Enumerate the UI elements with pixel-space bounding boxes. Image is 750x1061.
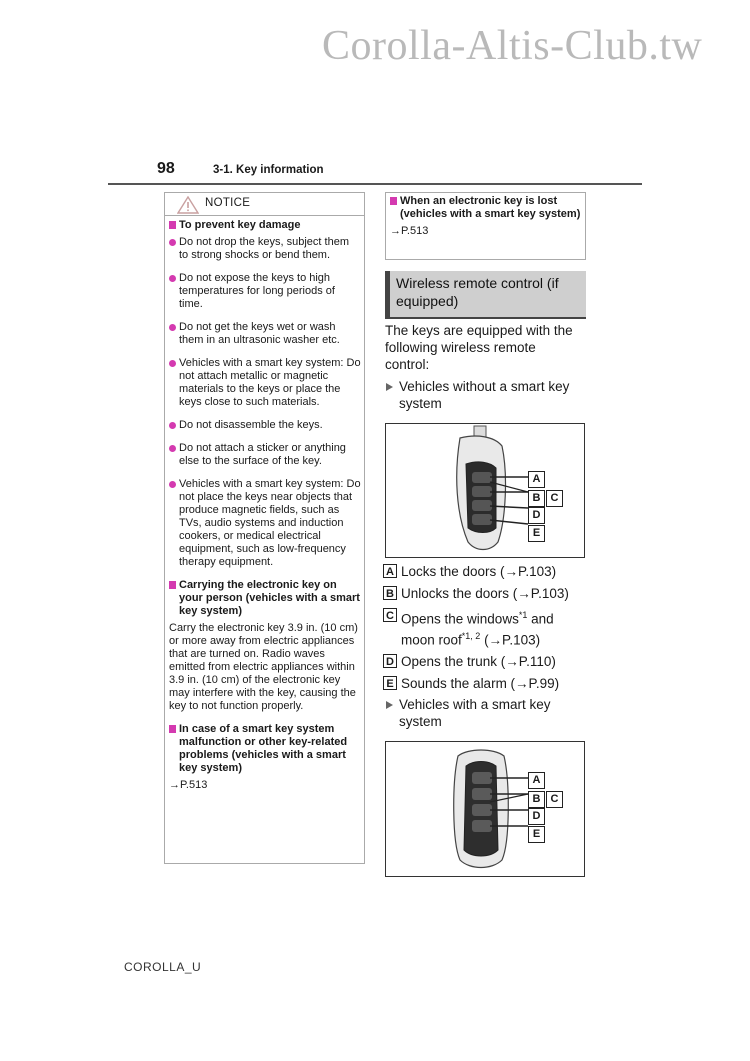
function-text: Opens the windows	[401, 611, 519, 627]
footnote-marker: *1, 2	[461, 630, 481, 641]
smart-key-figure	[385, 741, 585, 877]
carrying-heading: Carrying the electronic key on your person (vehicles with a smart key system)	[169, 579, 361, 618]
warning-icon	[177, 196, 199, 214]
prevent-damage-heading: To prevent key damage	[169, 219, 361, 232]
callout-c: C	[546, 490, 563, 507]
wireless-intro: The keys are equipped with the following wireless remote control:	[385, 323, 573, 372]
function-item	[383, 563, 588, 580]
footnote-marker: *1	[518, 610, 528, 620]
watermark: Corolla-Altis-Club.tw	[322, 23, 703, 69]
flip-key-figure	[385, 423, 585, 558]
function-text: Unlocks the doors (→P.103)	[401, 586, 569, 601]
notice-label: NOTICE	[205, 197, 251, 209]
lost-key-reference: →P.513	[390, 225, 429, 237]
function-text: Sounds the alarm (→P.99)	[401, 676, 560, 691]
function-letter: C	[383, 608, 397, 622]
notice-box	[164, 192, 365, 864]
function-letter: A	[383, 564, 397, 578]
callout-c: C	[546, 791, 563, 808]
callout-a: A	[528, 772, 545, 789]
callout-e: E	[528, 826, 545, 843]
notice-bullet: Vehicles with a smart key system: Do not place the keys near objects that produce magnetic fields, such as TVs, audio systems and induction cookers, or medical electrical equipment, such as low-frequency therapy equipment.	[169, 478, 361, 569]
lost-key-heading: When an electronic key is lost (vehicles with a smart key system)	[390, 195, 581, 221]
callout-e: E	[528, 525, 545, 542]
notice-header	[165, 193, 364, 216]
heading-rule	[385, 317, 586, 319]
wireless-remote-title: Wireless remote control (if equipped)	[396, 275, 559, 309]
header-rule	[108, 183, 642, 185]
carrying-text: Carry the electronic key 3.9 in. (10 cm) or more away from electric appliances that are turned on. Radio waves emitted from electric appliances within 3.9 in. (10 cm) of the electronic key may interfere with the key, causing the key to not function properly.	[169, 622, 358, 712]
function-letter: E	[383, 676, 397, 690]
notice-bullet: Do not attach a sticker or anything else to the surface of the key.	[169, 442, 361, 468]
footer-code: COROLLA_U	[124, 960, 202, 974]
callout-b: B	[528, 791, 545, 808]
function-item	[383, 653, 588, 670]
callout-b: B	[528, 490, 545, 507]
callout-d: D	[528, 808, 545, 825]
malfunction-reference: →P.513	[169, 779, 208, 791]
function-item	[383, 675, 588, 692]
notice-bullet: Vehicles with a smart key system: Do not attach metallic or magnetic materials to the keys or place the keys close to such materials.	[169, 357, 361, 409]
callout-d: D	[528, 507, 545, 524]
callout-group	[528, 471, 563, 542]
function-item	[383, 585, 588, 602]
notice-body	[169, 219, 361, 792]
function-list	[383, 563, 588, 697]
function-text: Locks the doors (→P.103)	[401, 564, 557, 579]
page-header	[0, 158, 642, 186]
without-smart-key-label: Vehicles without a smart key system	[385, 378, 585, 412]
callout-group	[528, 772, 563, 843]
wireless-remote-heading	[385, 271, 586, 317]
function-text: (→P.103)	[480, 632, 541, 647]
function-letter: D	[383, 654, 397, 668]
callout-a: A	[528, 471, 545, 488]
function-letter: B	[383, 586, 397, 600]
section-title: 3-1. Key information	[213, 164, 324, 176]
lost-key-box	[385, 192, 586, 260]
function-item	[383, 607, 588, 648]
notice-bullet: Do not drop the keys, subject them to strong shocks or bend them.	[169, 236, 361, 262]
notice-bullet: Do not disassemble the keys.	[169, 419, 361, 432]
function-text: Opens the trunk (→P.110)	[401, 654, 556, 669]
function-text: and moon roof	[401, 611, 554, 647]
page-number: 98	[157, 160, 175, 177]
malfunction-heading: In case of a smart key system malfunction or other key-related problems (vehicles with a smart key system)	[169, 723, 361, 775]
with-smart-key-label: Vehicles with a smart key system	[385, 696, 585, 730]
notice-bullet: Do not expose the keys to high temperatures for long periods of time.	[169, 272, 361, 311]
notice-bullet: Do not get the keys wet or wash them in an ultrasonic washer etc.	[169, 321, 361, 347]
